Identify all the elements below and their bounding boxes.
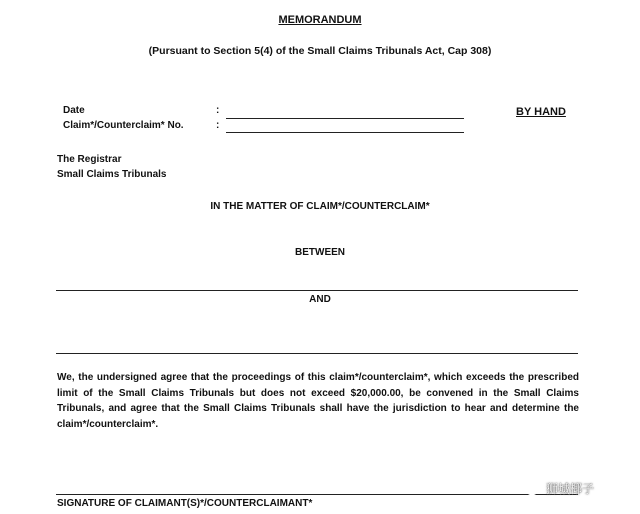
addressee-line-2: Small Claims Tribunals [57, 169, 167, 180]
claim-no-colon: : [216, 120, 220, 131]
by-hand-label: BY HAND [516, 106, 566, 118]
date-field-line[interactable] [226, 118, 464, 119]
watermark-text: 狮城椰子 [546, 481, 595, 496]
addressee-line-1: The Registrar [57, 154, 122, 165]
claim-no-field-line[interactable] [226, 132, 464, 133]
agreement-paragraph: We, the undersigned agree that the proceedings of this claim*/counterclaim*, which exceeds the prescribed limit of the Small Claims Tribunals but does not exceed $20,000.00, be convened in the Small Claims Tribunals, and agree that the Small Claims Tribunals shall have the jurisdiction to hear and determine the claim*/counterclaim*. [57, 372, 579, 430]
claim-no-label: Claim*/Counterclaim* No. [63, 120, 184, 131]
watermark [524, 478, 594, 498]
wechat-official-account-icon [524, 480, 540, 496]
date-colon: : [216, 105, 220, 116]
signature-line [56, 494, 578, 495]
date-label: Date [63, 105, 85, 116]
and-label: AND [309, 294, 331, 305]
between-label: BETWEEN [295, 247, 345, 258]
signature-label: SIGNATURE OF CLAIMANT(S)*/COUNTERCLAIMANT* [57, 498, 313, 509]
memo-subtitle: (Pursuant to Section 5(4) of the Small Claims Tribunals Act, Cap 308) [148, 45, 492, 57]
claimant-party-line [56, 290, 578, 291]
respondent-party-line [56, 353, 578, 354]
matter-heading: IN THE MATTER OF CLAIM*/COUNTERCLAIM* [210, 201, 430, 212]
memo-title: MEMORANDUM [278, 14, 362, 26]
